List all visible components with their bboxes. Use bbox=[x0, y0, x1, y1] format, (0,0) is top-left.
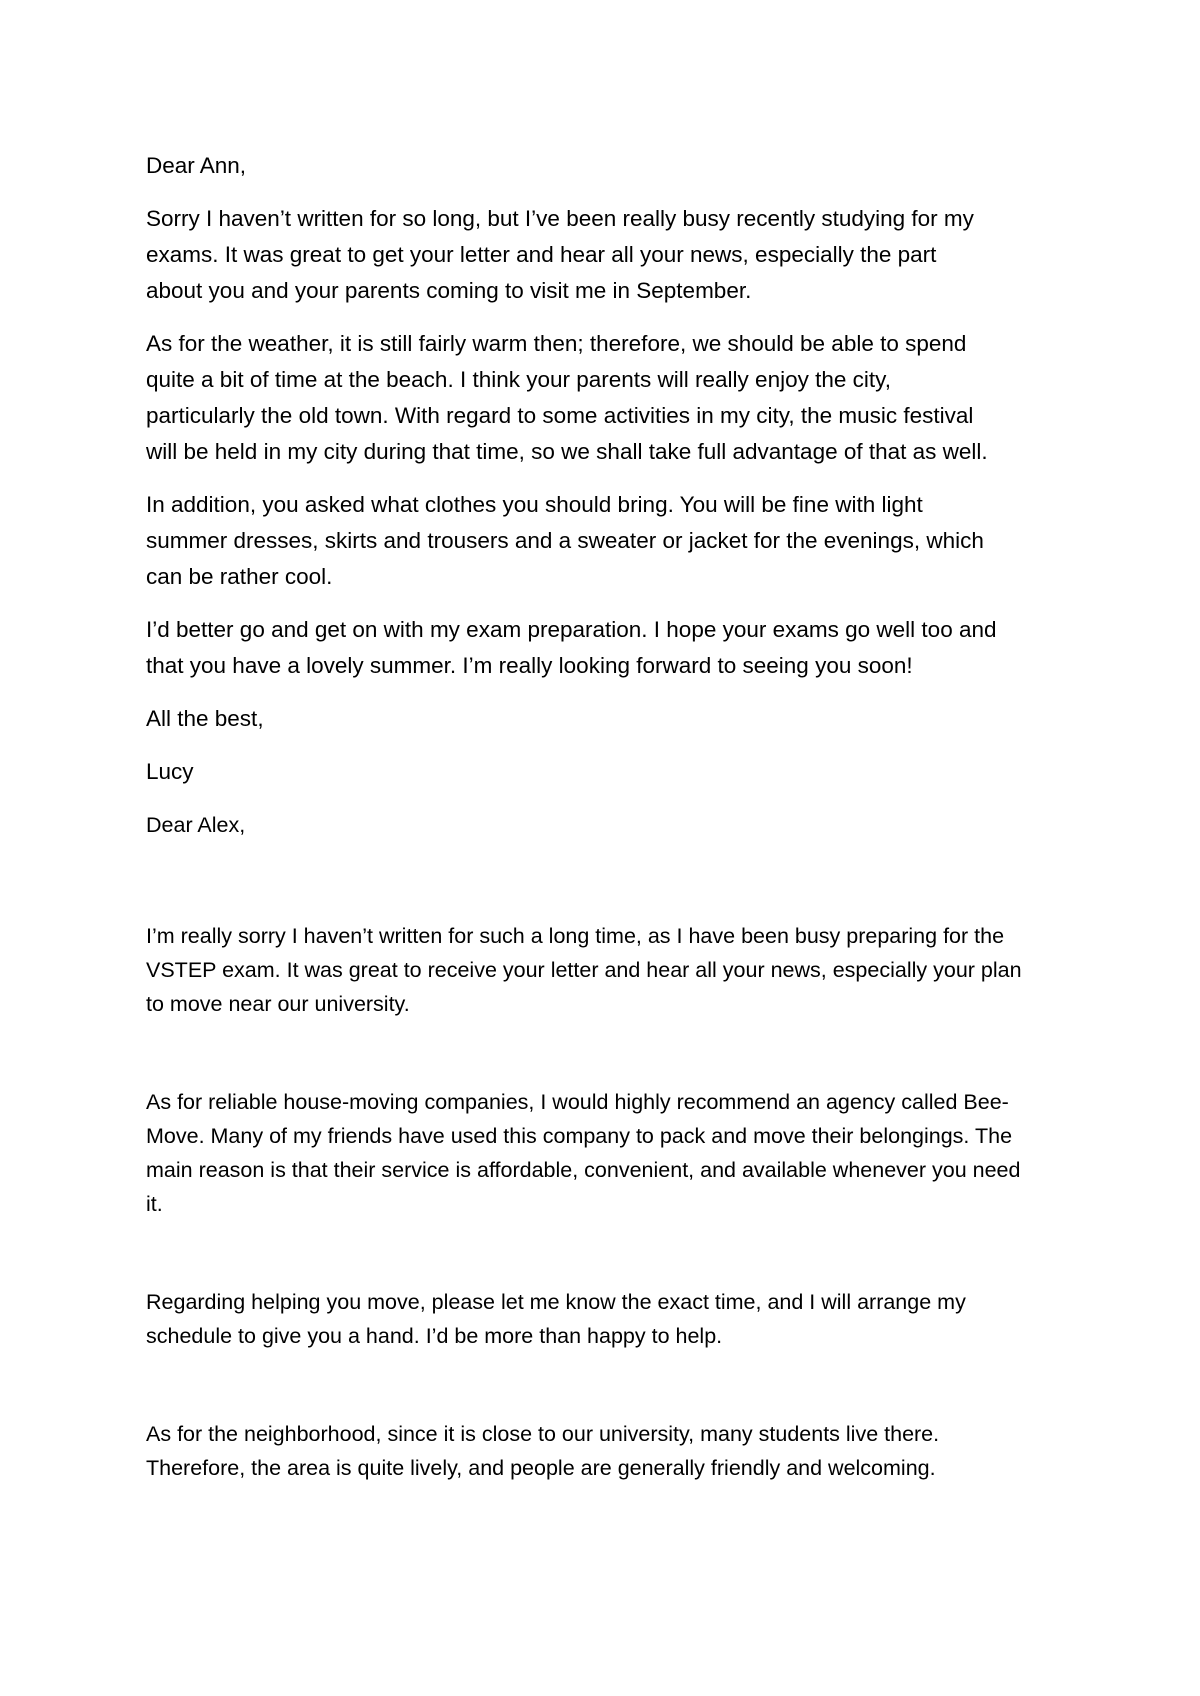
text-line: VSTEP exam. It was great to receive your letter and hear all your news, especially your plan bbox=[146, 958, 1022, 982]
text-line: main reason is that their service is affordable, convenient, and available whenever you need bbox=[146, 1158, 1021, 1182]
text-line: Lucy bbox=[146, 759, 194, 784]
paragraph-2 bbox=[146, 1085, 1066, 1221]
text-line: will be held in my city during that time, so we shall take full advantage of that as well. bbox=[146, 439, 988, 464]
text-line: Dear Alex, bbox=[146, 813, 246, 837]
text-line: As for the neighborhood, since it is close to our university, many students live there. bbox=[146, 1422, 940, 1446]
text-line: Therefore, the area is quite lively, and people are generally friendly and welcoming. bbox=[146, 1456, 936, 1480]
text-line: I’d better go and get on with my exam preparation. I hope your exams go well too and bbox=[146, 617, 997, 642]
text-line: Dear Ann, bbox=[146, 153, 247, 178]
paragraph-3 bbox=[146, 1285, 1066, 1353]
paragraph-2 bbox=[146, 326, 1066, 470]
text-line: to move near our university. bbox=[146, 992, 410, 1016]
paragraph-4 bbox=[146, 1417, 1066, 1485]
paragraph-3 bbox=[146, 487, 1066, 595]
text-line: it. bbox=[146, 1192, 163, 1216]
paragraph-4 bbox=[146, 612, 1066, 684]
text-line: summer dresses, skirts and trousers and a sweater or jacket for the evenings, which bbox=[146, 528, 984, 553]
letter-to-alex bbox=[146, 808, 1066, 1549]
text-line: All the best, bbox=[146, 706, 264, 731]
text-line: schedule to give you a hand. I’d be more than happy to help. bbox=[146, 1324, 723, 1348]
text-line: Sorry I haven’t written for so long, but I’ve been really busy recently studying for my bbox=[146, 206, 974, 231]
text-line: quite a bit of time at the beach. I think your parents will really enjoy the city, bbox=[146, 367, 891, 392]
text-line: As for the weather, it is still fairly warm then; therefore, we should be able to spend bbox=[146, 331, 967, 356]
text-line: I’m really sorry I haven’t written for such a long time, as I have been busy preparing for the bbox=[146, 924, 1005, 948]
text-line: particularly the old town. With regard to some activities in my city, the music festival bbox=[146, 403, 974, 428]
signature bbox=[146, 754, 1066, 790]
salutation bbox=[146, 148, 1066, 184]
paragraph-1 bbox=[146, 201, 1066, 309]
text-line: Regarding helping you move, please let me know the exact time, and I will arrange my bbox=[146, 1290, 966, 1314]
text-line: exams. It was great to get your letter and hear all your news, especially the part bbox=[146, 242, 937, 267]
salutation bbox=[146, 808, 1066, 842]
text-line: that you have a lovely summer. I’m really looking forward to seeing you soon! bbox=[146, 653, 913, 678]
text-line: In addition, you asked what clothes you should bring. You will be fine with light bbox=[146, 492, 923, 517]
paragraph-1 bbox=[146, 919, 1066, 1021]
text-line: As for reliable house-moving companies, I would highly recommend an agency called Bee- bbox=[146, 1090, 1009, 1114]
text-line: Move. Many of my friends have used this company to pack and move their belongings. The bbox=[146, 1124, 1013, 1148]
text-line: can be rather cool. bbox=[146, 564, 333, 589]
closing bbox=[146, 701, 1066, 737]
text-line: about you and your parents coming to visit me in September. bbox=[146, 278, 752, 303]
letter-to-ann bbox=[146, 148, 1066, 807]
